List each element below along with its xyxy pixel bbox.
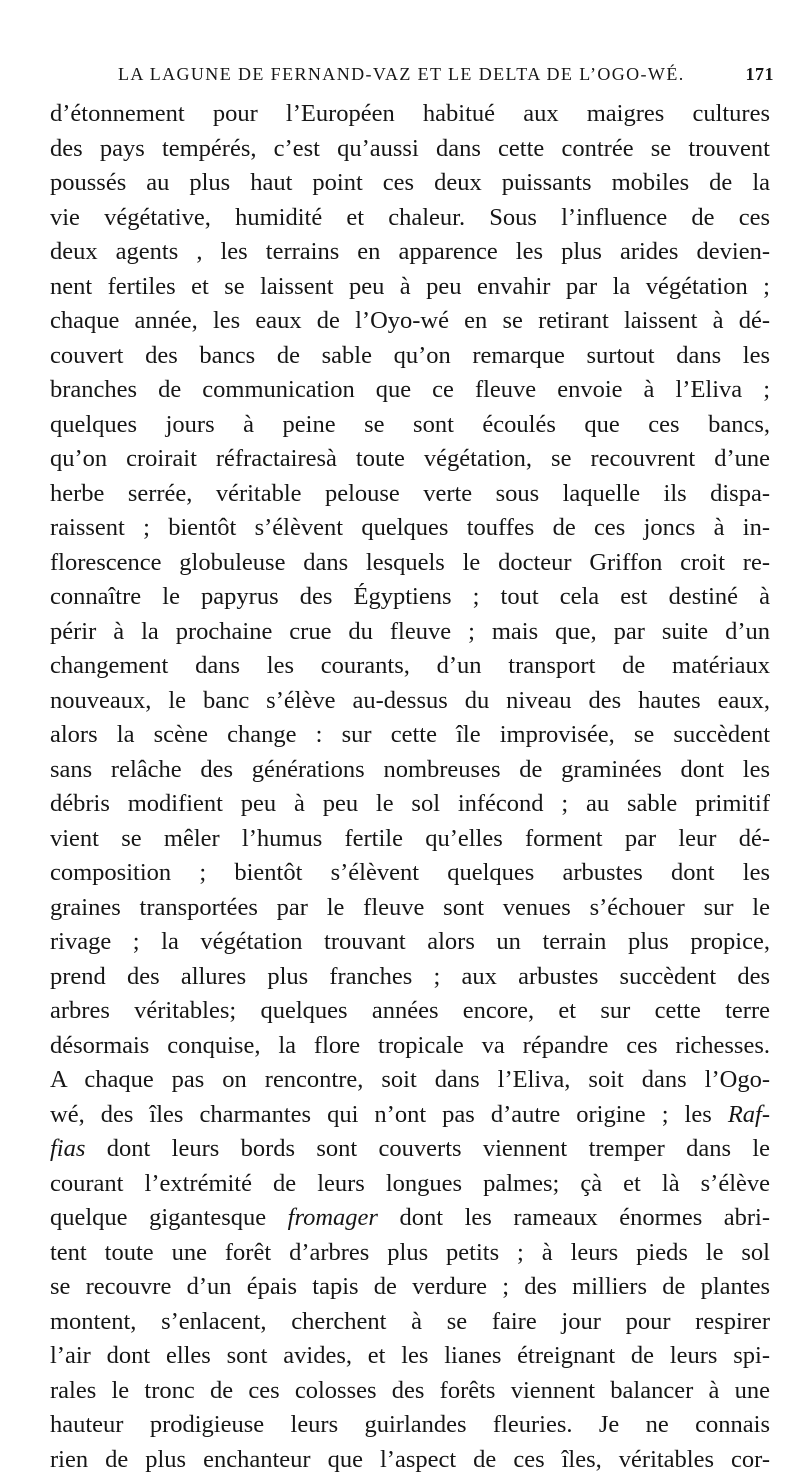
- text-line: prend des allures plus franches ; aux arbustes succèdent des: [50, 960, 770, 995]
- text-line: vie végétative, humidité et chaleur. Sous l’influence de ces: [50, 201, 770, 236]
- line-segment: quelque gigantesque: [50, 1204, 266, 1231]
- text-line: alors la scène change : sur cette île improvisée, se succèdent: [50, 718, 770, 753]
- body-text: [50, 97, 770, 1477]
- text-line: sans relâche des générations nombreuses de graminées dont les: [50, 753, 770, 788]
- text-line: raissent ; bientôt s’élèvent quelques touffes de ces joncs à in-: [50, 511, 770, 546]
- text-line: rien de plus enchanteur que l’aspect de ces îles, véritables cor-: [50, 1443, 770, 1477]
- line-segment: dont leurs bords sont couverts viennent tremper dans le: [107, 1135, 770, 1162]
- text-line: connaître le papyrus des Égyptiens ; tout cela est destiné à: [50, 580, 770, 615]
- text-line-with-italic: [50, 1132, 770, 1167]
- text-line: débris modifient peu à peu le sol infécond ; au sable primitif: [50, 787, 770, 822]
- text-line: se recouvre d’un épais tapis de verdure ; des milliers de plantes: [50, 1270, 770, 1305]
- text-line: deux agents , les terrains en apparence les plus arides devien-: [50, 235, 770, 270]
- text-line: herbe serrée, véritable pelouse verte sous laquelle ils dispa-: [50, 477, 770, 512]
- text-line-with-italic: [50, 1201, 770, 1236]
- text-line: nent fertiles et se laissent peu à peu envahir par la végétation ;: [50, 270, 770, 305]
- text-line: rales le tronc de ces colosses des forêts viennent balancer à une: [50, 1374, 770, 1409]
- text-line: composition ; bientôt s’élèvent quelques arbustes dont les: [50, 856, 770, 891]
- text-line: l’air dont elles sont avides, et les lianes étreignant de leurs spi-: [50, 1339, 770, 1374]
- text-line: florescence globuleuse dans lesquels le docteur Griffon croit re-: [50, 546, 770, 581]
- line-segment: dont les rameaux énormes abri-: [400, 1204, 770, 1231]
- text-line: rivage ; la végétation trouvant alors un terrain plus propice,: [50, 925, 770, 960]
- text-line: changement dans les courants, d’un transport de matériaux: [50, 649, 770, 684]
- text-line: périr à la prochaine crue du fleuve ; mais que, par suite d’un: [50, 615, 770, 650]
- text-line: qu’on croirait réfractairesà toute végétation, se recouvrent d’une: [50, 442, 770, 477]
- italic-term: fromager: [288, 1204, 378, 1231]
- running-title: LA LAGUNE DE FERNAND-VAZ ET LE DELTA DE L’OGO-WÉ.: [118, 64, 685, 85]
- text-line: chaque année, les eaux de l’Oyo-wé en se retirant laissent à dé-: [50, 304, 770, 339]
- text-line: couvert des bancs de sable qu’on remarque surtout dans les: [50, 339, 770, 374]
- italic-term: fias: [50, 1135, 85, 1162]
- text-line: montent, s’enlacent, cherchent à se faire jour pour respirer: [50, 1305, 770, 1340]
- text-line: hauteur prodigieuse leurs guirlandes fleuries. Je ne connais: [50, 1408, 770, 1443]
- text-line-with-italic: [50, 1098, 770, 1133]
- text-line: tent toute une forêt d’arbres plus petits ; à leurs pieds le sol: [50, 1236, 770, 1271]
- text-line: vient se mêler l’humus fertile qu’elles forment par leur dé-: [50, 822, 770, 857]
- line-segment: wé, des îles charmantes qui n’ont pas d’autre origine ; les: [50, 1101, 712, 1128]
- text-line: graines transportées par le fleuve sont venues s’échouer sur le: [50, 891, 770, 926]
- text-line: nouveaux, le banc s’élève au-dessus du niveau des hautes eaux,: [50, 684, 770, 719]
- text-line: branches de communication que ce fleuve envoie à l’Eliva ;: [50, 373, 770, 408]
- text-line: poussés au plus haut point ces deux puissants mobiles de la: [50, 166, 770, 201]
- text-line: des pays tempérés, c’est qu’aussi dans cette contrée se trouvent: [50, 132, 770, 167]
- page-number: 171: [746, 64, 775, 85]
- text-line: arbres véritables; quelques années encore, et sur cette terre: [50, 994, 770, 1029]
- text-line: courant l’extrémité de leurs longues palmes; çà et là s’élève: [50, 1167, 770, 1202]
- text-line: A chaque pas on rencontre, soit dans l’Eliva, soit dans l’Ogo-: [50, 1063, 770, 1098]
- text-line: d’étonnement pour l’Européen habitué aux maigres cultures: [50, 97, 770, 132]
- text-line: désormais conquise, la flore tropicale va répandre ces richesses.: [50, 1029, 770, 1064]
- italic-term: Raf-: [728, 1101, 770, 1128]
- running-head: [118, 64, 774, 90]
- text-line: quelques jours à peine se sont écoulés que ces bancs,: [50, 408, 770, 443]
